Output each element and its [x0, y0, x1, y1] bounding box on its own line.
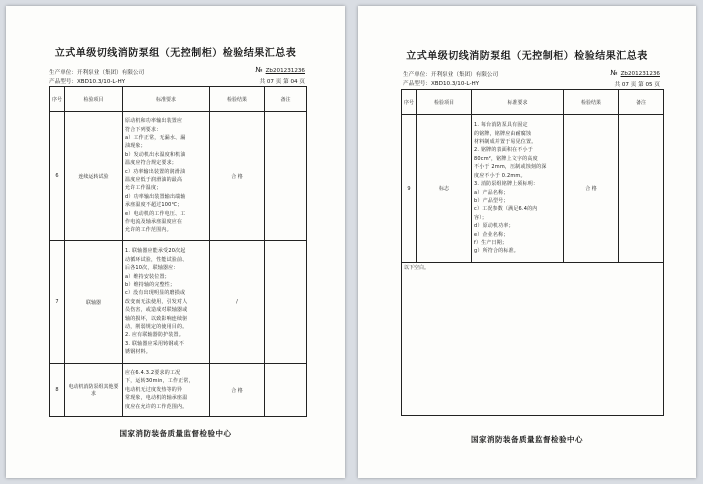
row-no: 7 [50, 241, 65, 364]
header-note: 备注 [265, 87, 307, 112]
row-item: 电动机消防泵组其他要求 [65, 364, 123, 417]
header-no: 序号 [402, 90, 417, 115]
header-standard: 标准要求 [123, 87, 210, 112]
page-title: 立式单级切线消防泵组（无控制柜）检验结果汇总表 [406, 51, 648, 62]
row-standard: 1. 联轴器应能承受20次起 动循环试验，性能试验前、 后各10次，联轴器应： a）维持安装位置； b）维持轴的完整性； c）没有出现明显的磨损或 改变而无法使用，引发对人 员伤害，或造成对联轴器或 轴的损坏，以致影响连续驱 动，削弱规定的使用目的。 2. 应有联轴器防护装置。 3. 联轴器应采用铸钢或不 锈钢材料。 [123, 241, 210, 364]
number-sign: № [255, 66, 263, 74]
report-number [255, 66, 305, 74]
table-row [50, 241, 307, 364]
product-model: 产品型号：XBD10.3/10-L-HY [403, 81, 480, 87]
header-standard: 标准要求 [472, 90, 564, 115]
product-model: 产品型号：XBD10.3/10-L-HY [49, 79, 126, 85]
page-title: 立式单级切线消防泵组（无控制柜）检验结果汇总表 [54, 48, 297, 59]
results-table [401, 89, 664, 416]
header-result: 检验结果 [210, 87, 265, 112]
row-result: / [210, 241, 265, 364]
number-sign: № [610, 69, 618, 77]
row-item: 联轴器 [65, 241, 123, 364]
row-standard: 应在6.4.3.2要求的工况 下，运转30min，工作正常， 电动机无过度发热等的异 常现象，电动机的轴承座温 度应在允许的工作范围内。 [123, 364, 210, 417]
row-no: 8 [50, 364, 65, 417]
row-note [265, 364, 307, 417]
page-footer: 国家消防装备质量监督检验中心 [471, 435, 583, 444]
row-note [265, 241, 307, 364]
table-header-row [50, 87, 307, 112]
row-no: 6 [50, 112, 65, 241]
report-number-value: Zb201231236 [265, 68, 305, 74]
below-blank-text: 以下空白。 [402, 263, 664, 416]
row-note [619, 115, 664, 263]
row-result: 合 格 [210, 112, 265, 241]
header-item: 检验项目 [417, 90, 472, 115]
row-standard: 原动机和功率输出装置应 符合下列要求： a）工作正常，无漏水、漏 油现象； b）发动机出水温度和机油 温度应符合规定要求； c）功率输出装置的润滑油 温度应低于润滑油的最高 允许工作温度； d）功率输出装置输出端轴 承座温度不超过100℃； e）电动机的工作电压、工 作电流及轴承座温度应在 允许的工作范围内。 [123, 112, 210, 241]
report-number [610, 69, 660, 77]
header-item: 检验项目 [65, 87, 123, 112]
page-counter: 共 07 页 第 05 页 [614, 82, 660, 88]
blank-remainder-row [402, 263, 664, 416]
row-note [265, 112, 307, 241]
header-result: 检验结果 [564, 90, 619, 115]
row-item: 标志 [417, 115, 472, 263]
header-no: 序号 [50, 87, 65, 112]
report-number-value: Zb201231236 [620, 71, 660, 77]
header-note: 备注 [619, 90, 664, 115]
table-row [402, 115, 664, 263]
report-page-left [6, 6, 345, 478]
report-page-right [358, 6, 696, 478]
manufacturer: 生产单位：开利泵业（集团）有限公司 [49, 70, 145, 76]
row-standard: 1. 每台消防泵具有固定 的铭牌，铭牌应由耐腐蚀 材料制成并置于易见位置。 2. 铭牌的表面积在不小于 80cm²，铭牌上文字的高度 不小于 2mm，压制或蚀刻的深 度应不小于 0.2mm。 3. 消防泵组铭牌上须标明： a）产品名称； b）产品型号； c）工况参数（满足6.4的内 容）； d）原动机功率； e）企业名称； f）生产日期； g）所符合的标准。 [472, 115, 564, 263]
row-item: 连续运转试验 [65, 112, 123, 241]
row-no: 9 [402, 115, 417, 263]
row-result: 合 格 [564, 115, 619, 263]
page-footer: 国家消防装备质量监督检验中心 [119, 429, 232, 438]
results-table [49, 86, 307, 417]
table-row [50, 112, 307, 241]
table-header-row [402, 90, 664, 115]
table-row [50, 364, 307, 417]
row-result: 合 格 [210, 364, 265, 417]
page-counter: 共 07 页 第 04 页 [259, 79, 305, 85]
manufacturer: 生产单位：开利泵业（集团）有限公司 [403, 72, 499, 78]
